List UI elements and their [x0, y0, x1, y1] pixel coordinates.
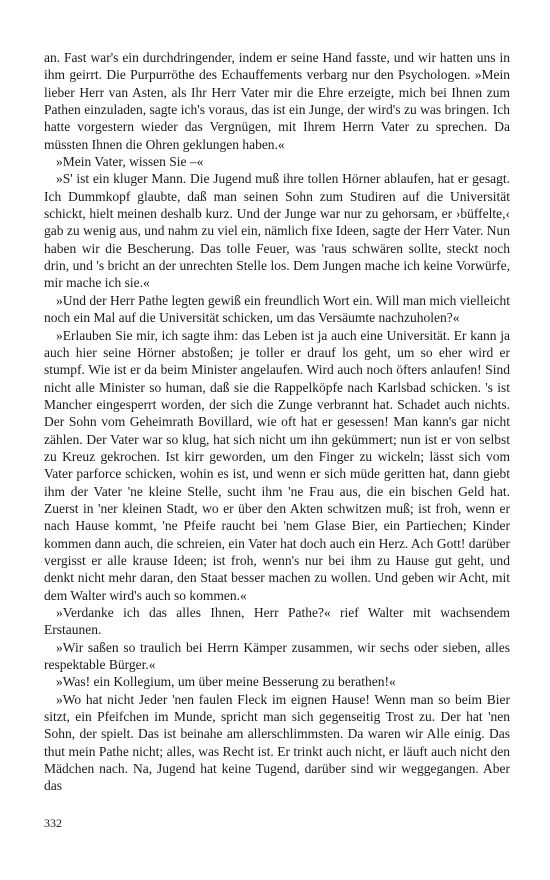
paragraph: »Wir saßen so traulich bei Herrn Kämper zusammen, wir sechs oder sieben, alles respektable Bürger.« [44, 639, 510, 673]
paragraph: »Erlauben Sie mir, ich sagte ihm: das Leben ist ja auch eine Universität. Er kann ja auch hier seine Hörner abstoßen; je toller er drauf los geht, um so eher wird er stumpf. Wie ist er da beim Minister angelaufen. Wird auch noch öfters anlaufen! Sind nicht alle Minister so human, daß sie die Rappelköpfe nach Karlsbad schicken. 's ist Mancher eingesperrt worden, der sich die Zunge verbrannt hat. Schadet auch nichts. Der Sohn vom Geheimrath Bovillard, wie oft hat er gesessen! Man kann's gar nicht zählen. Der Vater war so klug, hat sich nicht um ihn gekümmert; nun ist er von selbst zu Kreuz gekrochen. Ist kirr geworden, um den Finger zu wickeln; lässt sich vom Vater parforce schicken, wohin es ist, und wenn er sich müde geritten hat, dann giebt ihm der Vater 'ne kleine Stelle, sucht ihm 'ne Frau aus, die ein bischen Geld hat. Zuerst in 'ner kleinen Stadt, wo er über den Akten schwitzen muß; ist froh, wenn er nach Hause kommt, 'ne Pfeife raucht bei 'nem Glase Bier, ein Partiechen; Kinder kommen dann auch, die schreien, ein Vater hat doch auch ein Herz. Ach Gott! darüber vergisst er alle krause Ideen; ist froh, wenn's nur bei ihm zu Hause gut geht, und denkt nicht mehr daran, den Staat besser machen zu wollen. Und geben wir Acht, mit dem Walter wird's auch so kommen.« [44, 327, 510, 603]
body-text [44, 49, 510, 795]
paragraph: »Mein Vater, wissen Sie –« [56, 154, 204, 170]
paragraph: an. Fast war's ein durchdringender, indem er seine Hand fasste, und wir hatten uns in ihm geirrt. Die Purpurröthe des Echauffements verbarg nur den Psychologen. »Mein lieber Herr van Asten, als Ihr Herr Vater mir die Ehre erzeigte, mich bei Ihnen zum Pathen einzuladen, sagte ich's voraus, das ist ein Junge, der wird's zu was bringen. Ich hatte vorgestern wieder das Vergnügen, mit Ihrem Herrn Vater zu sprechen. Da müssten Ihnen die Ohren geklungen haben.« [44, 50, 510, 152]
paragraph: »Was! ein Kollegium, um über meine Besserung zu berathen!« [56, 674, 396, 690]
paragraph: »S' ist ein kluger Mann. Die Jugend muß ihre tollen Hörner ablaufen, hat er gesagt. Ich Dummkopf glaubte, daß man seinen Sohn zum Studiren auf die Universität schickt, hielt meinen deshalb kurz. Und der Junge war nur zu gehorsam, er ›büffelte,‹ gab zu wenig aus, und nahm zu viel ein, nämlich fixe Ideen, sagte der Herr Vater. Nun haben wir die Bescherung. Das tolle Feuer, was 'raus schwären sollte, steckt noch drin, und 's bricht an der unrechten Stelle los. Dem Jungen mache ich keine Vorwürfe, mir mache ich sie.« [44, 171, 510, 291]
paragraph: »Wo hat nicht Jeder 'nen faulen Fleck im eignen Hause! Wenn man so beim Bier sitzt, ein Pfeifchen im Munde, spricht man sich gegenseitig Trost zu. Der hat 'nen Sohn, der spielt. Das ist beinahe am allerschlimmsten. Da waren wir Alle einig. Das thut mein Pathe nicht; alles, was Recht ist. Er trinkt auch nicht, er läuft auch nicht den Mädchen nach. Na, Jugend hat keine Tugend, darüber sind wir weggegangen. Aber das [44, 691, 510, 794]
paragraph: »Verdanke ich das alles Ihnen, Herr Pathe?« rief Walter mit wachsendem Erstaunen. [44, 605, 510, 638]
page-number: 332 [44, 816, 62, 830]
paragraph: »Und der Herr Pathe legten gewiß ein freundlich Wort ein. Will man mich vielleicht noch ein Mal auf die Universität schicken, um das Versäumte nachzuholen?« [44, 292, 510, 326]
